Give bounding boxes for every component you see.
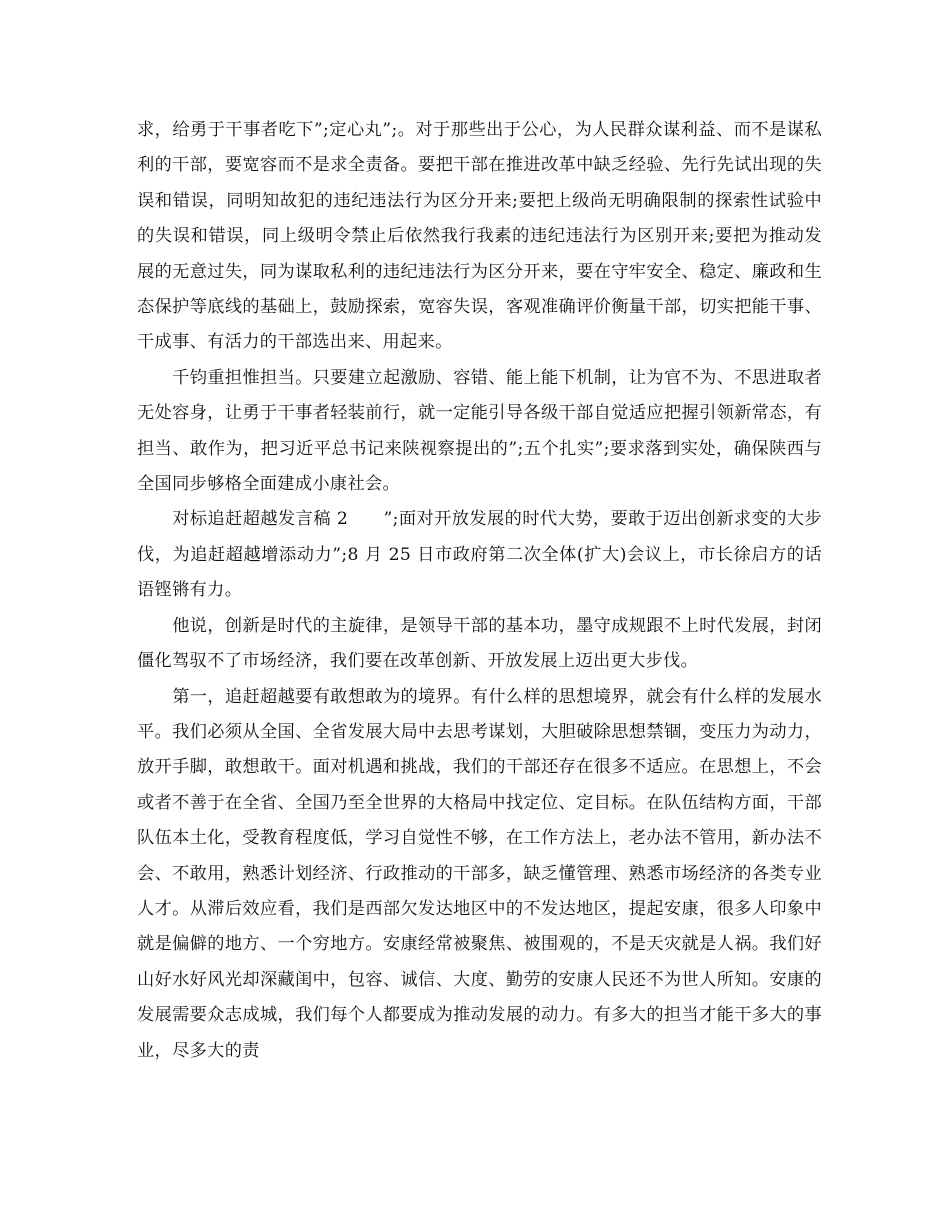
paragraph-2: 千钧重担惟担当。只要建立起激励、容错、能上能下机制，让为官不为、不思进取者无处容身，让勇于干事者轻装前行，就一定能引导各级干部自觉适应把握引领新常态，有担当、敢作为，把习近平总书记来陕视察提出的”;五个扎实”;要求落到实处，确保陕西与全国同步够格全面建成小康社会。 bbox=[137, 367, 822, 495]
paragraph-5: 第一，追赶超越要有敢想敢为的境界。有什么样的思想境界，就会有什么样的发展水平。我们必须从全国、全省发展大局中去思考谋划，大胆破除思想禁锢，变压力为动力，放开手脚，敢想敢干。面对机遇和挑战，我们的干部还存在很多不适应。在思想上，不会或者不善于在全省、全国乃至全世界的大格局中找定位、定目标。在队伍结构方面，干部队伍本土化，受教育程度低，学习自觉性不够，在工作方法上，老办法不管用，新办法不会、不敢用，熟悉计划经济、行政推动的干部多，缺乏懂管理、熟悉市场经济的各类专业人才。从滞后效应看，我们是西部欠发达地区中的不发达地区，提起安康，很多人印象中就是偏僻的地方、一个穷地方。安康经常被聚焦、被围观的，不是天灾就是人祸。我们好山好水好风光却深藏闺中，包容、诚信、大度、勤劳的安康人民还不为世人所知。安康的发展需要众志成城，我们每个人都要成为推动发展的动力。有多大的担当才能干多大的事业，尽多大的责 bbox=[137, 686, 822, 1061]
document-body bbox=[137, 113, 822, 1069]
paragraph-4: 他说，创新是时代的主旋律，是领导干部的基本功，墨守成规跟不上时代发展，封闭僵化驾驭不了市场经济，我们要在改革创新、开放发展上迈出更大步伐。 bbox=[137, 615, 822, 672]
paragraph-3: 对标追赶超越发言稿 2 ”;面对开放发展的时代大势，要敢于迈出创新求变的大步伐，为追赶超越增添动力”;8 月 25 日市政府第二次全体(扩大)会议上，市长徐启方的话语铿锵有力。 bbox=[137, 509, 822, 601]
paragraph-1: 求，给勇于干事者吃下”;定心丸”;。对于那些出于公心，为人民群众谋利益、而不是谋私利的干部，要宽容而不是求全责备。要把干部在推进改革中缺乏经验、先行先试出现的失误和错误，同明知故犯的违纪违法行为区分开来;要把上级尚无明确限制的探索性试验中的失误和错误，同上级明令禁止后依然我行我素的违纪违法行为区别开来;要把为推动发展的无意过失，同为谋取私利的违纪违法行为区分开来，要在守牢安全、稳定、廉政和生态保护等底线的基础上，鼓励探索，宽容失误，客观准确评价衡量干部，切实把能干事、干成事、有活力的干部选出来、用起来。 bbox=[137, 120, 822, 353]
